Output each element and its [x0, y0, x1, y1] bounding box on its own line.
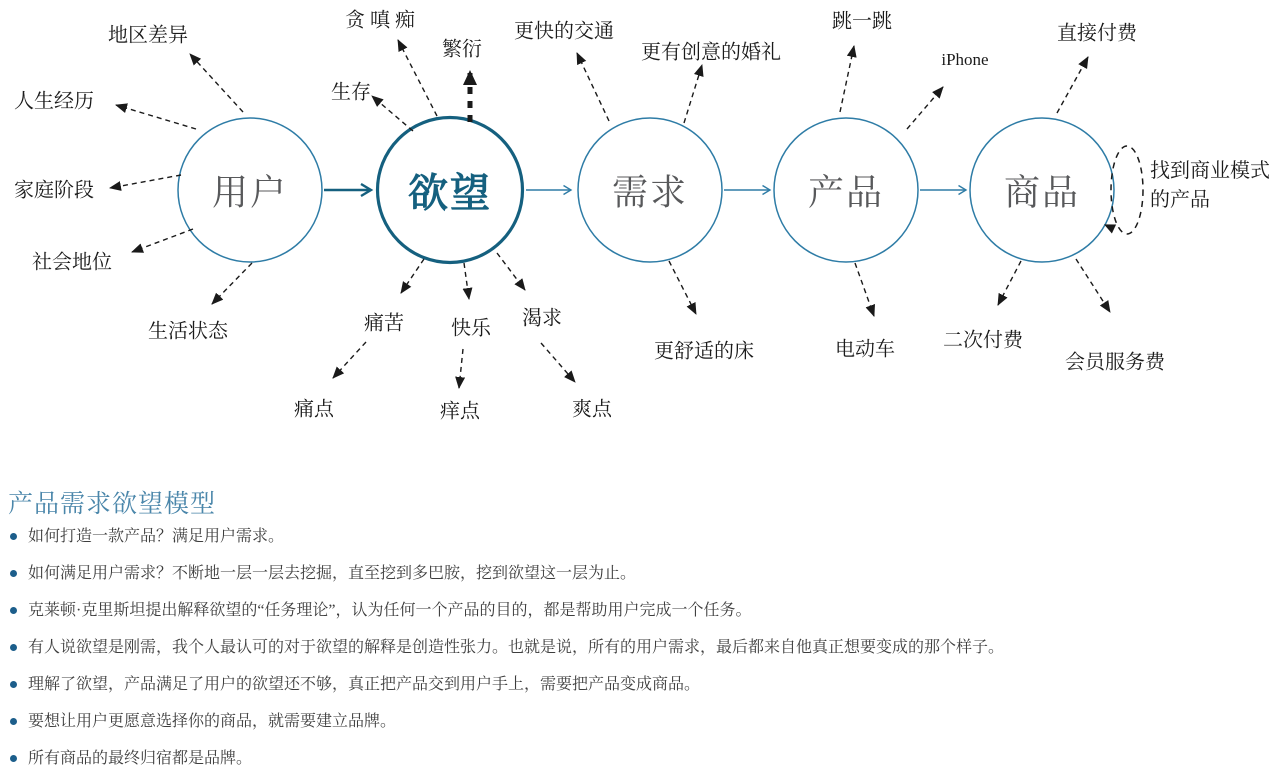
satellite-label-iphone: iPhone	[941, 50, 989, 69]
bullet-icon	[10, 681, 17, 688]
note-text: 克莱顿·克里斯坦提出解释欲望的“任务理论”，认为任何一个产品的目的，都是帮助用户完成一个任务。	[28, 602, 752, 619]
satellite-label-family-stage: 家庭阶段	[14, 179, 94, 202]
bullet-icon	[10, 607, 17, 614]
loop-annotation	[1150, 157, 1270, 215]
list-item	[10, 602, 1270, 619]
satellite-label-region-difference: 地区差异	[108, 24, 188, 47]
note-text: 理解了欲望，产品满足了用户的欲望还不够，真正把产品交到用户手上，需要把产品变成商品。	[28, 676, 701, 693]
satellite-label-greed-anger-ignorance: 贪 嗔 痴	[345, 9, 415, 32]
list-item	[10, 750, 1270, 767]
bullet-icon	[10, 644, 17, 651]
satellite-label-pain: 痛苦	[364, 312, 404, 335]
satellite-label-second-payment: 二次付费	[943, 329, 1023, 352]
satellite-label-comfier-bed: 更舒适的床	[654, 340, 754, 363]
satellite-label-faster-transport: 更快的交通	[514, 20, 614, 43]
bullet-icon	[10, 718, 17, 725]
satellite-label-reproduction: 繁衍	[442, 38, 482, 61]
section-title: 产品需求欲望模型	[8, 491, 217, 518]
note-text: 所有商品的最终归宿都是品牌。	[28, 750, 253, 767]
note-text: 如何满足用户需求？不断地一层一层去挖掘，直至挖到多巴胺，挖到欲望这一层为止。	[28, 565, 637, 582]
satellite-label-tiaoyitiao: 跳一跳	[832, 10, 892, 33]
loop-annotation-line2: 的产品	[1150, 189, 1210, 211]
satellite-label-ebike: 电动车	[835, 338, 895, 361]
note-text: 有人说欲望是刚需，我个人最认可的对于欲望的解释是创造性张力。也就是说，所有的用户需求，最后都来自他真正想要变成的那个样子。	[28, 639, 1005, 656]
notes-list	[10, 528, 1270, 784]
satellite-label-membership-fee: 会员服务费	[1065, 351, 1165, 374]
loop-annotation-line1: 找到商业模式	[1150, 160, 1270, 182]
node-label-goods: 商品	[1003, 171, 1081, 213]
bullet-icon	[10, 533, 17, 540]
node-label-need: 需求	[611, 171, 689, 213]
satellite-label-joy: 快乐	[451, 317, 491, 340]
satellite-label-thrill-point: 爽点	[572, 398, 612, 421]
list-item	[10, 639, 1270, 656]
satellite-label-social-status: 社会地位	[32, 251, 112, 274]
list-item	[10, 565, 1270, 582]
self-loop	[1102, 146, 1143, 234]
satellite-label-creative-wedding: 更有创意的婚礼	[641, 41, 781, 64]
satellite-label-life-state: 生活状态	[148, 320, 228, 343]
satellite-label-craving: 渴求	[522, 307, 562, 330]
bullet-icon	[10, 755, 17, 762]
list-item	[10, 528, 1270, 545]
satellite-label-itch-point: 痒点	[440, 400, 480, 423]
list-item	[10, 676, 1270, 693]
satellite-label-direct-payment: 直接付费	[1057, 22, 1137, 45]
node-label-product: 产品	[807, 171, 885, 213]
bullet-icon	[10, 570, 17, 577]
list-item	[10, 713, 1270, 730]
note-text: 如何打造一款产品？满足用户需求。	[28, 528, 285, 545]
satellite-label-pain-point: 痛点	[294, 398, 334, 421]
node-label-desire: 欲望	[408, 171, 492, 216]
satellite-label-survival: 生存	[331, 81, 371, 104]
satellite-label-life-experience: 人生经历	[14, 90, 94, 113]
note-text: 要想让用户更愿意选择你的商品，就需要建立品牌。	[28, 713, 397, 730]
node-label-user: 用户	[211, 171, 289, 213]
